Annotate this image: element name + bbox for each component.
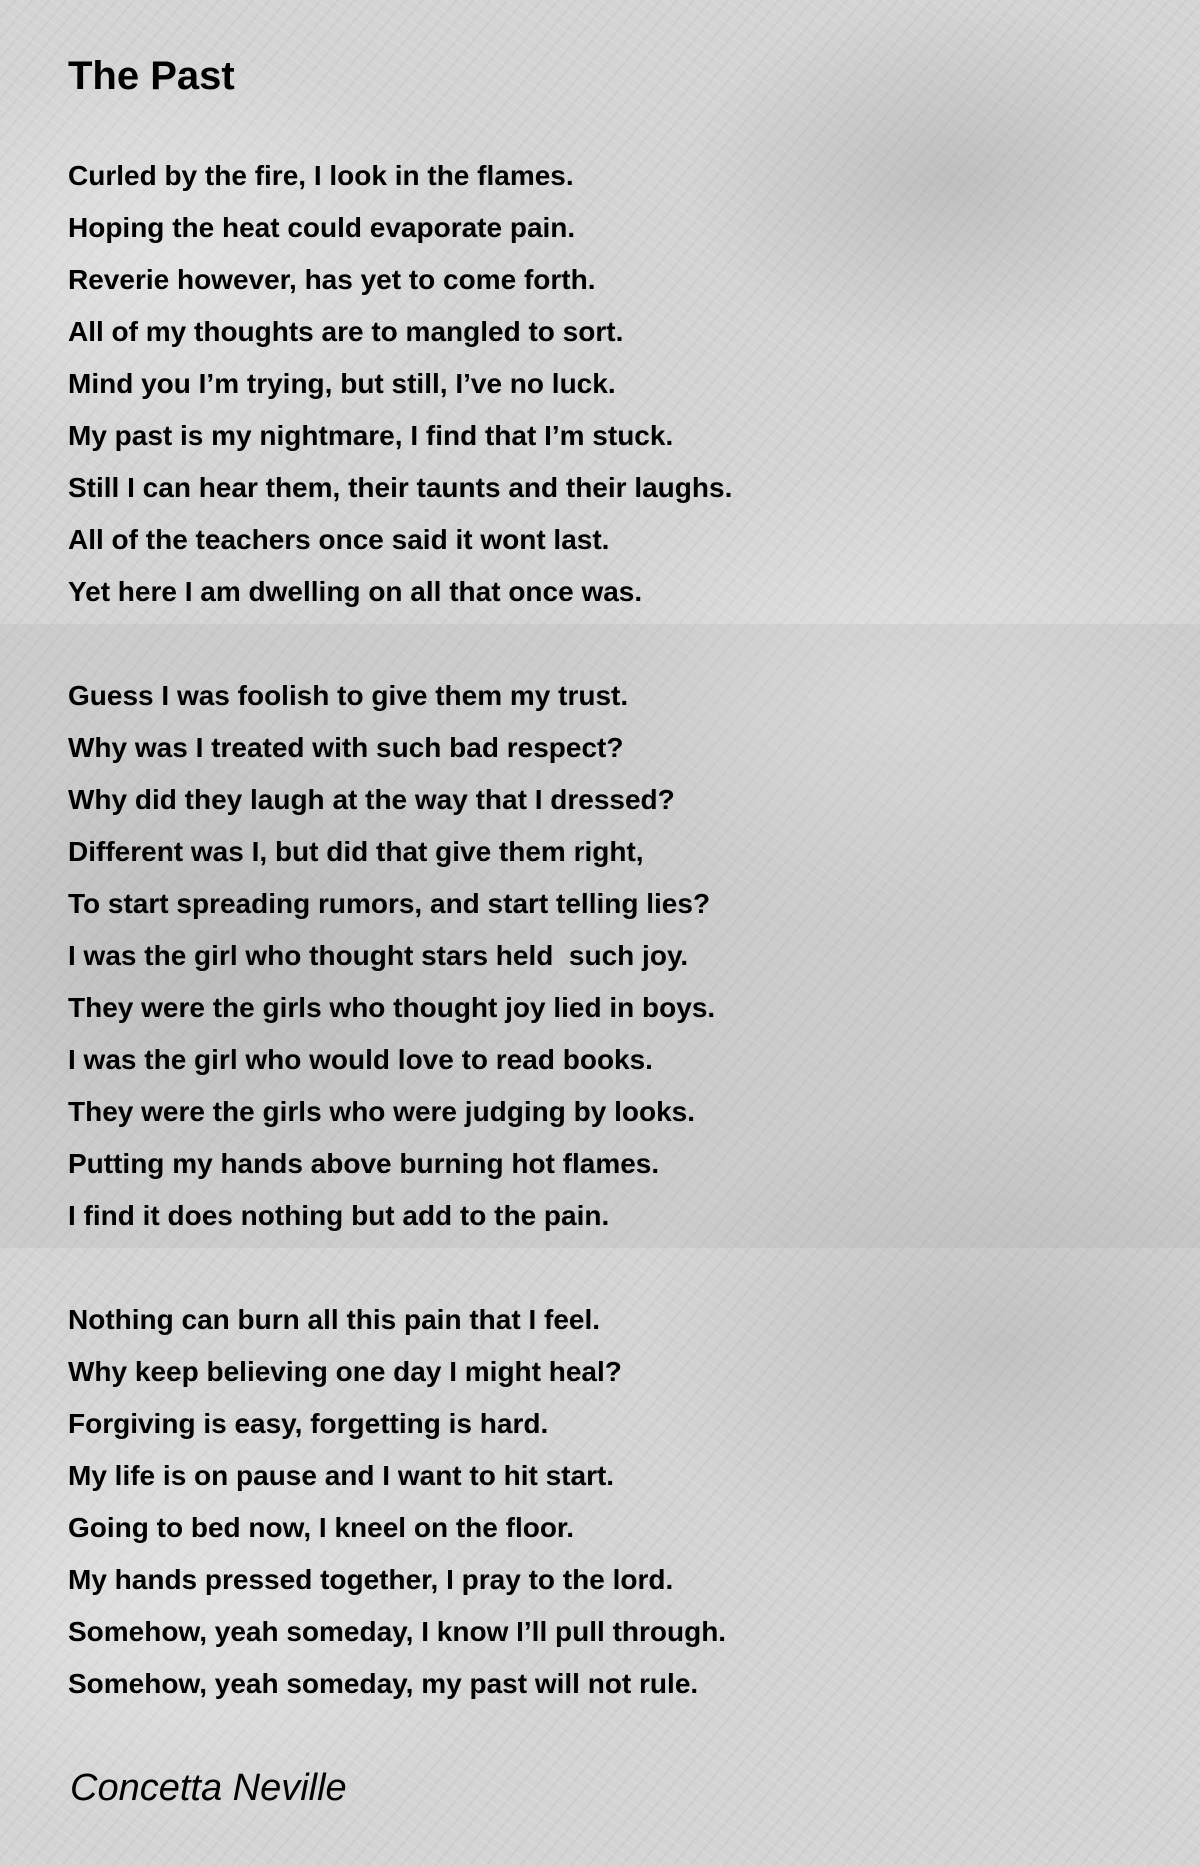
poem-line: To start spreading rumors, and start telling lies? xyxy=(68,888,711,919)
poem-line: Reverie however, has yet to come forth. xyxy=(68,264,596,295)
poem-line: Yet here I am dwelling on all that once was. xyxy=(68,576,643,607)
poem-line: My hands pressed together, I pray to the lord. xyxy=(68,1564,674,1595)
poem-line: All of my thoughts are to mangled to sort. xyxy=(68,316,624,347)
poem-line: Putting my hands above burning hot flames. xyxy=(68,1148,660,1179)
stanza-3 xyxy=(68,1294,726,1710)
poem-line: They were the girls who were judging by looks. xyxy=(68,1096,696,1127)
poem-line: Going to bed now, I kneel on the floor. xyxy=(68,1512,575,1543)
poem-line: Mind you I’m trying, but still, I’ve no luck. xyxy=(68,368,616,399)
poem-line: I was the girl who thought stars held such joy. xyxy=(68,940,689,971)
poem-line: Why did they laugh at the way that I dressed? xyxy=(68,784,675,815)
stanza-2 xyxy=(68,670,715,1242)
poem-line: Why was I treated with such bad respect? xyxy=(68,732,624,763)
poem-line: My past is my nightmare, I find that I’m stuck. xyxy=(68,420,674,451)
stanza-1 xyxy=(68,150,732,618)
poem-line: Still I can hear them, their taunts and their laughs. xyxy=(68,472,733,503)
poem-line: Why keep believing one day I might heal? xyxy=(68,1356,622,1387)
poem-line: All of the teachers once said it wont last. xyxy=(68,524,610,555)
poem-line: Guess I was foolish to give them my trust. xyxy=(68,680,629,711)
poem-title: The Past xyxy=(68,54,235,98)
poem-line: I was the girl who would love to read books. xyxy=(68,1044,653,1075)
poem-line: Different was I, but did that give them right, xyxy=(68,836,644,867)
poem-line: Curled by the fire, I look in the flames. xyxy=(68,160,574,191)
poem-author: Concetta Neville xyxy=(70,1767,347,1809)
poem-line: Somehow, yeah someday, my past will not rule. xyxy=(68,1668,699,1699)
poem-line: Hoping the heat could evaporate pain. xyxy=(68,212,576,243)
poem-line: I find it does nothing but add to the pain. xyxy=(68,1200,610,1231)
poem-line: Forgiving is easy, forgetting is hard. xyxy=(68,1408,549,1439)
poem-line: My life is on pause and I want to hit start. xyxy=(68,1460,615,1491)
poem-line: They were the girls who thought joy lied in boys. xyxy=(68,992,716,1023)
poem-line: Nothing can burn all this pain that I feel. xyxy=(68,1304,601,1335)
poem-line: Somehow, yeah someday, I know I’ll pull through. xyxy=(68,1616,727,1647)
